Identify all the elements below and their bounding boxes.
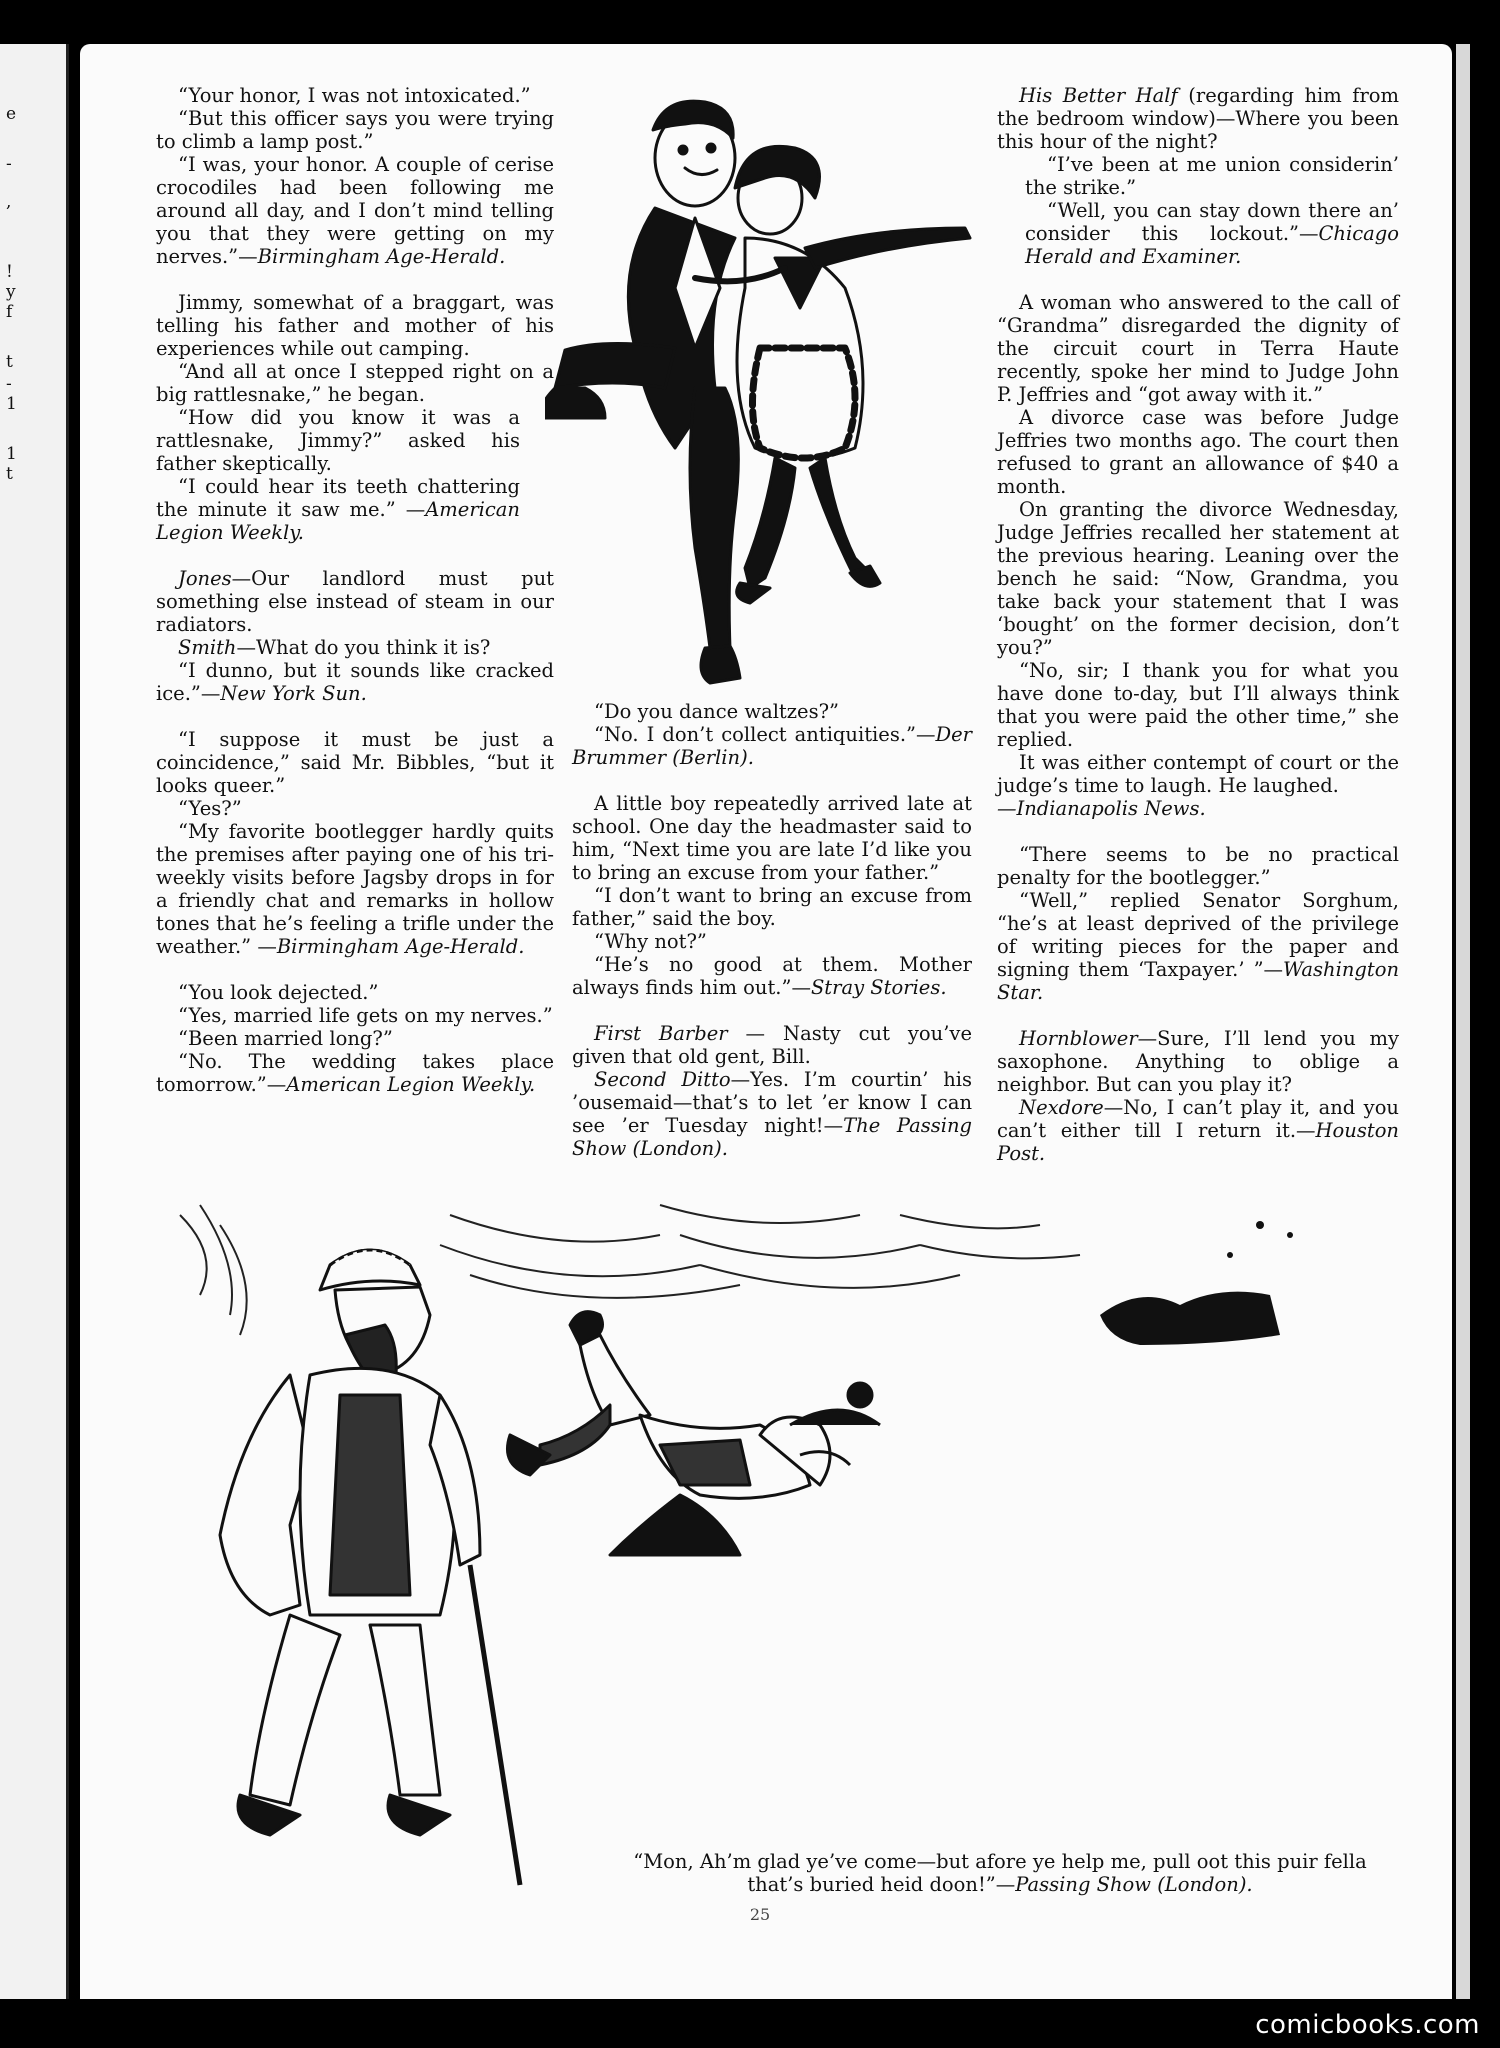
paragraph: Hornblower—Sure, I’ll lend you my saxophone. Anything to oblige a neighbor. But can you play it?: [997, 1027, 1399, 1096]
paragraph: His Better Half (regarding him from the bedroom window)—Where you been this hour of the night?: [997, 84, 1400, 153]
paragraph: “Well, you can stay down there an’ consider this lockout.”—Chicago Herald and Examiner.: [1025, 199, 1399, 268]
source-credit: Der Brummer (Berlin).: [572, 723, 972, 769]
column-middle: [572, 700, 972, 1160]
paragraph: “My favorite bootlegger hardly quits the premises after paying one of his tri-weekly visits before Jagsby drops in for a friendly chat and remarks in hollow tones that he’s feeling a trifle under the weather.” —Birmingham Age-Herald.: [156, 820, 554, 958]
prev-page-fragment: 1: [6, 444, 17, 464]
paragraph: “You look dejected.”: [178, 981, 379, 1004]
paragraph: Nexdore—No, I can’t play it, and you can’t either till I return it.—Houston Post.: [997, 1096, 1399, 1165]
paragraph: On granting the divorce Wednesday, Judge Jeffries recalled her statement at the previous hearing. Leaning over the bench he said: “Now, Grandma, you take back your statement that I was ‘bought’ on the former decision, don’t you?”: [997, 498, 1399, 659]
speaker: Smith: [178, 636, 237, 659]
paragraph: “I suppose it must be just a coincidence,” said Mr. Bibbles, “but it looks queer.”: [156, 728, 554, 797]
paragraph: “And all at once I stepped right on a big rattlesnake,” he began.: [156, 360, 554, 406]
site-watermark: comicbooks.com: [1255, 2010, 1480, 2040]
previous-page-edge: [0, 44, 69, 1999]
paragraph: Jimmy, somewhat of a braggart, was telling his father and mother of his experiences while out camping.: [156, 291, 554, 360]
paragraph: “There seems to be no practical penalty for the bootlegger.”: [997, 843, 1399, 889]
paragraph: “Yes?”: [178, 797, 242, 820]
source-credit: Passing Show (London).: [1015, 1873, 1253, 1896]
speaker: Hornblower: [1019, 1027, 1138, 1050]
prev-page-fragment: e: [6, 104, 17, 124]
paragraph: “I dunno, but it sounds like cracked ice.”—New York Sun.: [156, 659, 554, 705]
speaker: Nexdore: [1019, 1096, 1104, 1119]
speaker: Second Ditto: [594, 1068, 731, 1091]
paragraph: “Why not?”: [594, 930, 707, 953]
source-credit: —Indianapolis News.: [997, 797, 1206, 820]
paragraph: “Well,” replied Senator Sorghum, “he’s at least deprived of the privilege of writing pieces for the paper and signing them ‘Taxpayer.’ ”—Washington Star.: [997, 889, 1399, 1004]
prev-page-fragment: t: [6, 352, 13, 372]
paragraph: “But this officer says you were trying to climb a lamp post.”: [156, 107, 554, 153]
paragraph: It was either contempt of court or the judge’s time to laugh. He laughed.: [997, 751, 1399, 797]
paragraph: First Barber — Nasty cut you’ve given that old gent, Bill.: [572, 1022, 972, 1068]
source-credit: Stray Stories.: [810, 976, 947, 999]
source-credit: New York Sun.: [220, 682, 367, 705]
paragraph: “I was, your honor. A couple of cerise crocodiles had been following me around all day, and I don’t mind telling you that they were getting on my nerves.”—Birmingham Age-Herald.: [156, 153, 554, 268]
paragraph: Jones—Our landlord must put something else instead of steam in our radiators.: [156, 567, 554, 636]
prev-page-fragment: y: [6, 282, 16, 302]
page-edge-right: [1456, 44, 1470, 1999]
prev-page-fragment: t: [6, 464, 13, 484]
source-credit: Birmingham Age-Herald.: [276, 935, 525, 958]
paragraph: Smith—What do you think it is?: [178, 636, 491, 659]
prev-page-fragment: ,: [6, 192, 12, 212]
paragraph: A little boy repeatedly arrived late at school. One day the headmaster said to him, “Next time you are late I’d like you to bring an excuse from your father.”: [572, 792, 972, 884]
prev-page-fragment: !: [6, 262, 13, 282]
paragraph: “Yes, married life gets on my nerves.”: [178, 1004, 553, 1027]
paragraph: “I don’t want to bring an excuse from father,” said the boy.: [572, 884, 972, 930]
source-credit: Washington Star.: [997, 958, 1399, 1004]
paragraph: “Been married long?”: [178, 1027, 393, 1050]
source-credit: American Legion Weekly.: [286, 1073, 536, 1096]
paragraph: [997, 797, 1399, 820]
page-number: 25: [749, 1905, 771, 1924]
paragraph: “I’ve been at me union considerin’ the strike.”: [1025, 153, 1399, 199]
source-credit: American Legion Weekly.: [156, 498, 520, 544]
prev-page-fragment: -: [6, 154, 12, 174]
paragraph: A divorce case was before Judge Jeffries two months ago. The court then refused to grant an allowance of $40 a month.: [997, 406, 1399, 498]
cartoon-caption: “Mon, Ah’m glad ye’ve come—but afore ye help me, pull oot this puir fella that’s buried heid doon!”—Passing Show (London).: [633, 1850, 1367, 1896]
paragraph: “He’s no good at them. Mother always finds him out.”—Stray Stories.: [572, 953, 972, 999]
speaker: Jones: [178, 567, 232, 590]
source-credit: Birmingham Age-Herald.: [257, 245, 506, 268]
source-credit: Chicago Herald and Examiner.: [1025, 222, 1399, 268]
cartoon-caption-line: “Do you dance waltzes?”: [594, 700, 840, 723]
prev-page-fragment: f: [6, 302, 13, 322]
speaker: His Better Half: [1019, 84, 1178, 107]
speaker: First Barber: [594, 1022, 728, 1045]
paragraph: “I could hear its teeth chattering the minute it saw me.” —American Legion Weekly.: [156, 475, 520, 544]
paragraph: “How did you know it was a rattlesnake, Jimmy?” asked his father skeptically.: [156, 406, 520, 475]
prev-page-fragment: -: [6, 374, 12, 394]
paragraph: Second Ditto—Yes. I’m courtin’ his ’ousemaid—that’s to let ’er know I can see ’er Tuesday night!—The Passing Show (London).: [572, 1068, 972, 1160]
paragraph: “No. The wedding takes place tomorrow.”—American Legion Weekly.: [156, 1050, 554, 1096]
column-left: [156, 84, 554, 1096]
prev-page-fragment: 1: [6, 394, 17, 414]
source-credit: The Passing Show (London).: [572, 1114, 972, 1160]
cartoon-caption-line: “No. I don’t collect antiquities.”—Der Brummer (Berlin).: [572, 723, 972, 769]
dancing-couple-cartoon: [545, 88, 1015, 698]
paragraph: “No, sir; I thank you for what you have done to-day, but I’ll always think that you were paid the other time,” she replied.: [997, 659, 1399, 751]
scotsmen-cartoon: [140, 1195, 1400, 1895]
paragraph: A woman who answered to the call of “Grandma” disregarded the dignity of the circuit court in Terra Haute recently, spoke her mind to Judge John P. Jeffries and “got away with it.”: [997, 291, 1399, 406]
paragraph: “Your honor, I was not intoxicated.”: [178, 84, 531, 107]
source-credit: Houston Post.: [997, 1119, 1399, 1165]
column-right: [997, 84, 1399, 1165]
